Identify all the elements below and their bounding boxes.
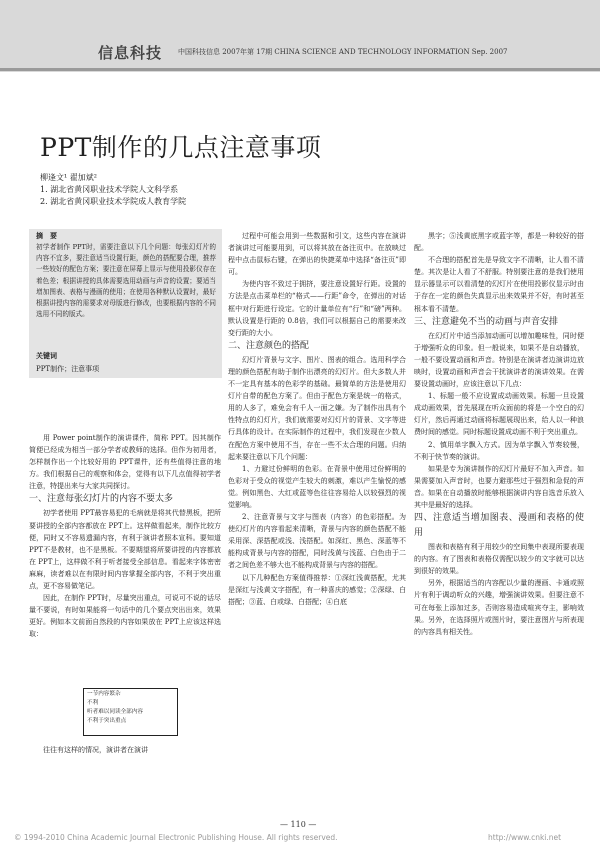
- page-number: — 110 —: [280, 820, 317, 829]
- paragraph: 为使内容不致过于拥挤，要注意设置好行距。设置的方法是点击菜单栏的“格式——行距”命令，在弹出的对话框中对行距进行设定。它的计量单位有“行”和“磅”两种。默认设置是行距的 0.8倍，我们可以根据自己的需要来改变行距的大小。: [228, 280, 406, 337]
- article-title: PPT制作的几点注意事项: [40, 133, 322, 162]
- paragraph: 2、慎用单字飘入方式。因为单字飘入节奏较慢，不利于快节奏的演讲。: [414, 440, 584, 461]
- paragraph: 因此，在制作 PPT时，尽量突出重点，可说可不说的话尽量不要说，有时如果能将一句话中的几个要点突出出来，效果更好。例如本文前面自然段的内容如果放在 PPT上应该这样选取：: [29, 594, 221, 639]
- column-1: [29, 432, 221, 641]
- example-line: 一节内容繁杂: [87, 691, 121, 697]
- section-heading-2: 二、注意颜色的搭配: [228, 340, 310, 351]
- header-rule: [0, 68, 600, 71]
- paragraph: 图表和表格有利于用较少的空间集中表现所要表现的内容。有了图表和表格仅需配以较少的文字就可以达到很好的效果。: [414, 543, 584, 576]
- paragraph: 如果是专为演讲制作的幻灯片最好不加入声音。如果需要加入声音时，也要力避那些过于强烈和急促的声音。如果在自动播放时能够根据演讲内容自选音乐放入其中是最好的选择。: [414, 464, 584, 509]
- paragraph: 1、标题一般不应设置成动画效果。标题一旦设置成动画效果，首先展现在听众面前的将是一个空白的幻灯片，然后再通过动画将标题展现出来，给人以一种浪费时间的感觉。同时标题设置成动画不利于突出重点。: [414, 392, 584, 437]
- column-2: [228, 230, 406, 608]
- footer-url[interactable]: http://www.cnki.net: [488, 833, 562, 842]
- affiliation-1: 1. 湖北省黄冈职业技术学院人文科学系: [40, 185, 179, 194]
- section-heading-4: 四、注意适当增加图表、漫画和表格的使用: [414, 513, 584, 539]
- header-band: [0, 0, 600, 72]
- paragraph: 以下几种配色方案值得推荐：①深红浅黄搭配，尤其是深红与浅黄文字搭配，有一种喜庆的感觉；②深绿、白搭配；③蓝、白或绿、白搭配；④白底: [228, 573, 406, 606]
- paragraph: 往往有这样的情况，演讲者在演讲: [43, 746, 148, 754]
- paragraph: 黑字；⑤浅黄底黑字或蓝字等，都是一种较好的搭配。: [414, 232, 584, 253]
- section-heading-1: 一、注意每张幻灯片的内容不要太多: [29, 494, 174, 505]
- section-heading-3: 三、注意避免不当的动画与声音安排: [414, 316, 559, 327]
- paragraph: 过程中可能会用到一些数据和引文，这些内容在演讲者演讲过可能要用到，可以将其放在备注页中。在放映过程中点击鼠标右键，在弹出的快捷菜单中选择“备注页”即可。: [228, 232, 406, 277]
- paragraph: 另外，根据适当的内容配以少量的漫画、卡通或照片有利于调动听众的兴趣，增强演讲效果。但要注意不可在每张上添加过多，否则容易造成喧宾夺主，影响效果。另外，在选择照片或图片时，要注意图片与所表现的内容具有相关性。: [414, 579, 584, 636]
- keywords: PPT制作；注意事项: [36, 365, 100, 373]
- authors: 柳逢文¹ 翟加斌²: [40, 173, 97, 182]
- example-line: 不利于突出重点: [87, 718, 127, 724]
- copyright-notice: © 1994-2010 China Academic Journal Electronic Publishing House. All rights reserved.: [14, 833, 338, 842]
- paragraph: 不合理的搭配首先是导致文字不清晰，让人看不清楚。其次是让人看了不舒服。特别要注意的是我们使用显示器显示可以看清楚的幻灯片在使用投影仪显示时由于存在一定的颜色失真显示出来效果并不好，有时甚至根本看不清楚。: [414, 256, 584, 313]
- paragraph: 幻灯片背景与文字、图片、图表的组合。选用科学合理的颜色搭配有助于制作出漂亮的幻灯片。但大多数人并不一定具有基本的色彩学的基础。最简单的方法是使用幻灯片自带的配色方案了。但由于配色方案是统一的格式，用的人多了，难免会有千人一面之嫌。为了制作出具有个性特点的幻灯片，我们就需要对幻灯片的背景、文字等进行具体的设计。在实际制作的过程中，我们发现在少数人在配色方案中使用不当，存在一些不太合理的问题。归纳起来要注意以下几个问题：: [228, 355, 406, 461]
- journal-section-label: 信息科技: [98, 44, 163, 62]
- paragraph: 1、力避过份鲜明的色彩。在背景中使用过份鲜明的色彩对于受众的视觉产生较大的刺激，难以产生愉悦的感觉。例如黑色、大红或蓝等色往往容易给人以较强烈的视觉影响。: [228, 464, 406, 509]
- affiliation-2: 2. 湖北省黄冈职业技术学院成人教育学院: [40, 197, 187, 206]
- abstract-heading: 摘 要: [36, 231, 57, 240]
- paragraph: 初学者使用 PPT最容易犯的毛病就是将其代替黑板，把所要讲授的全部内容都放在 PPT上。这样做看起来，制作比较方便，同时又不容易遗漏内容，有利于演讲者照本宣科。要知道 PPT不是教材，也不是黑板。不要期望将所要讲授的内容都放在 PPT上，这样做不利于听者接受全部信息。看起来字体密密麻麻，读者难以在有限时间内容掌握全部内容，不利于突出重点，更不容易做笔记。: [29, 509, 221, 591]
- example-line: 听者难以同读全部内容: [87, 709, 143, 715]
- issue-info: 中国科技信息 2007年第 17期 CHINA SCIENCE AND TECHNOLOGY INFORMATION Sep. 2007: [178, 48, 508, 56]
- keywords-heading: 关键词: [36, 351, 57, 360]
- column-1-tail: [29, 744, 221, 756]
- intro-paragraph: 用 Power point制作的演讲课件，简称 PPT。因其制作简便已经成为相当一部分学者或教师的选择。但作为初用者，怎样制作出一个比较好用的 PPT课件，还有些值得注意的地方。我们根据自己的观察和体会，觉得有以下几点值得初学者注意，特提出来与大家共同探讨。: [29, 434, 221, 491]
- paragraph: 在幻灯片中适当添加动画可以增加趣味性，同时便于增强听众的印象。但一般说来，如果不是自动播放，一般不要设置动画和声音。特别是在演讲者边演讲边放映时，设置动画和声音会干扰演讲者的演讲效果。在需要设置动画时，应该注意以下几点：: [414, 331, 584, 389]
- column-3: [414, 230, 584, 638]
- abstract-text: 初学者制作 PPT时，需要注意以下几个问题：每张幻灯片的内容不宜多，要注意适当设置行距，颜色的搭配要合理，推荐一些较好的配色方案；要注意在屏幕上显示与使用投影仪存在着色差；根据讲授的具体需要选用动画与声音的设置；要适当增加图表、表格与漫画的使用；在使用各种默认设置时，最好根据讲授内容的需要求对母版进行修改，也要根据内容的不同选用不同的版式。: [36, 243, 216, 319]
- example-line: 不利: [87, 700, 99, 706]
- example-box: [83, 688, 178, 736]
- paragraph: 2、注意背景与文字与图表（内容）的色彩搭配。为使幻灯片的内容看起来清晰，背景与内容的颜色搭配不能采用深、深搭配或浅、浅搭配。如深红、黑色、深蓝等不能构成背景与内容的搭配，同时浅黄与浅蓝、白色由于二者之间色差不够大也不能构成背景与内容的搭配。: [228, 513, 406, 570]
